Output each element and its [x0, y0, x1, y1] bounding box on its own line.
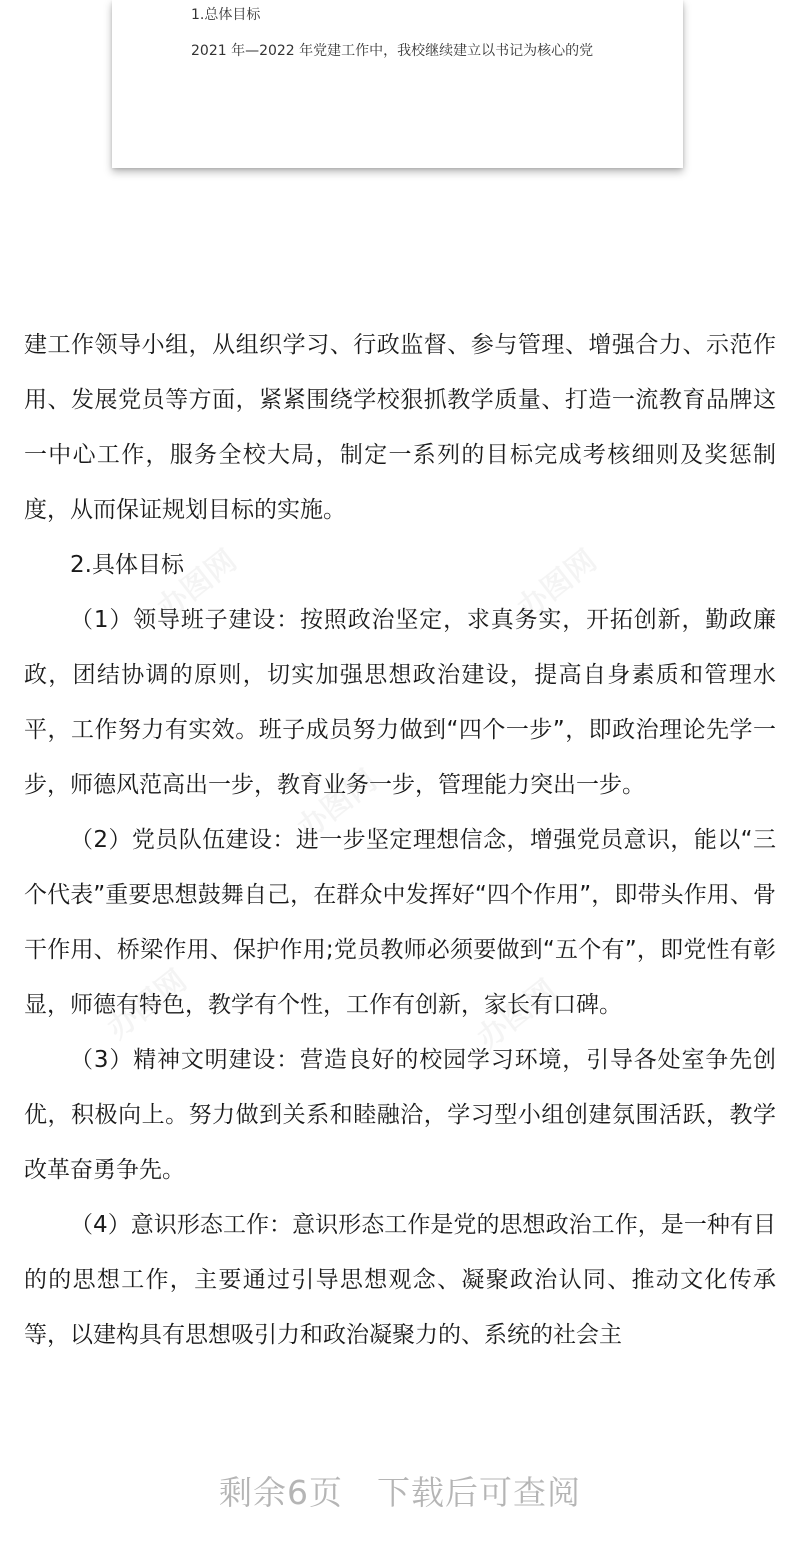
- section-heading-specific-goals: 2.具体目标: [70, 552, 184, 578]
- previous-page-card: [112, 0, 683, 168]
- paragraph-party-members: （2）党员队伍建设：进一步坚定理想信念，增强党员意识，能以“三个代表”重要思想鼓舞自己，在群众中发挥好“四个作用”，即带头作用、骨干作用、桥梁作用、保护作用;党员教师必须要做到“五个有”，即党性有彰显，师德有特色，教学有个性，工作有创新，家长有口碑。: [24, 827, 776, 1018]
- section-heading-overall-goal: 1.总体目标: [191, 7, 261, 23]
- paragraph-continuation: 建工作领导小组，从组织学习、行政监督、参与管理、增强合力、示范作用、发展党员等方面，紧紧围绕学校狠抓教学质量、打造一流教育品牌这一中心工作，服务全校大局，制定一系列的目标完成考核细则及奖惩制度，从而保证规划目标的实施。: [24, 332, 776, 523]
- card-text-line: 2021 年—2022 年党建工作中，我校继续建立以书记为核心的党: [191, 43, 594, 59]
- paragraph-leadership: （1）领导班子建设：按照政治坚定，求真务实，开拓创新，勤政廉政，团结协调的原则，切实加强思想政治建设，提高自身素质和管理水平，工作努力有实效。班子成员努力做到“四个一步”，即政治理论先学一步，师德风范高出一步，教育业务一步，管理能力突出一步。: [24, 607, 776, 798]
- document-body: [24, 318, 776, 1363]
- download-prompt[interactable]: [0, 1450, 800, 1530]
- paragraph-civilization: （3）精神文明建设：营造良好的校园学习环境，引导各处室争先创优，积极向上。努力做到关系和睦融洽，学习型小组创建氛围活跃，教学改革奋勇争先。: [24, 1047, 776, 1183]
- remaining-pages-label: 剩余6页: [219, 1472, 343, 1512]
- download-to-view-label: 下载后可查阅: [377, 1472, 581, 1512]
- paragraph-ideology: （4）意识形态工作：意识形态工作是党的思想政治工作，是一种有目的的思想工作，主要通过引导思想观念、凝聚政治认同、推动文化传承等，以建构具有思想吸引力和政治凝聚力的、系统的社会主: [24, 1212, 776, 1348]
